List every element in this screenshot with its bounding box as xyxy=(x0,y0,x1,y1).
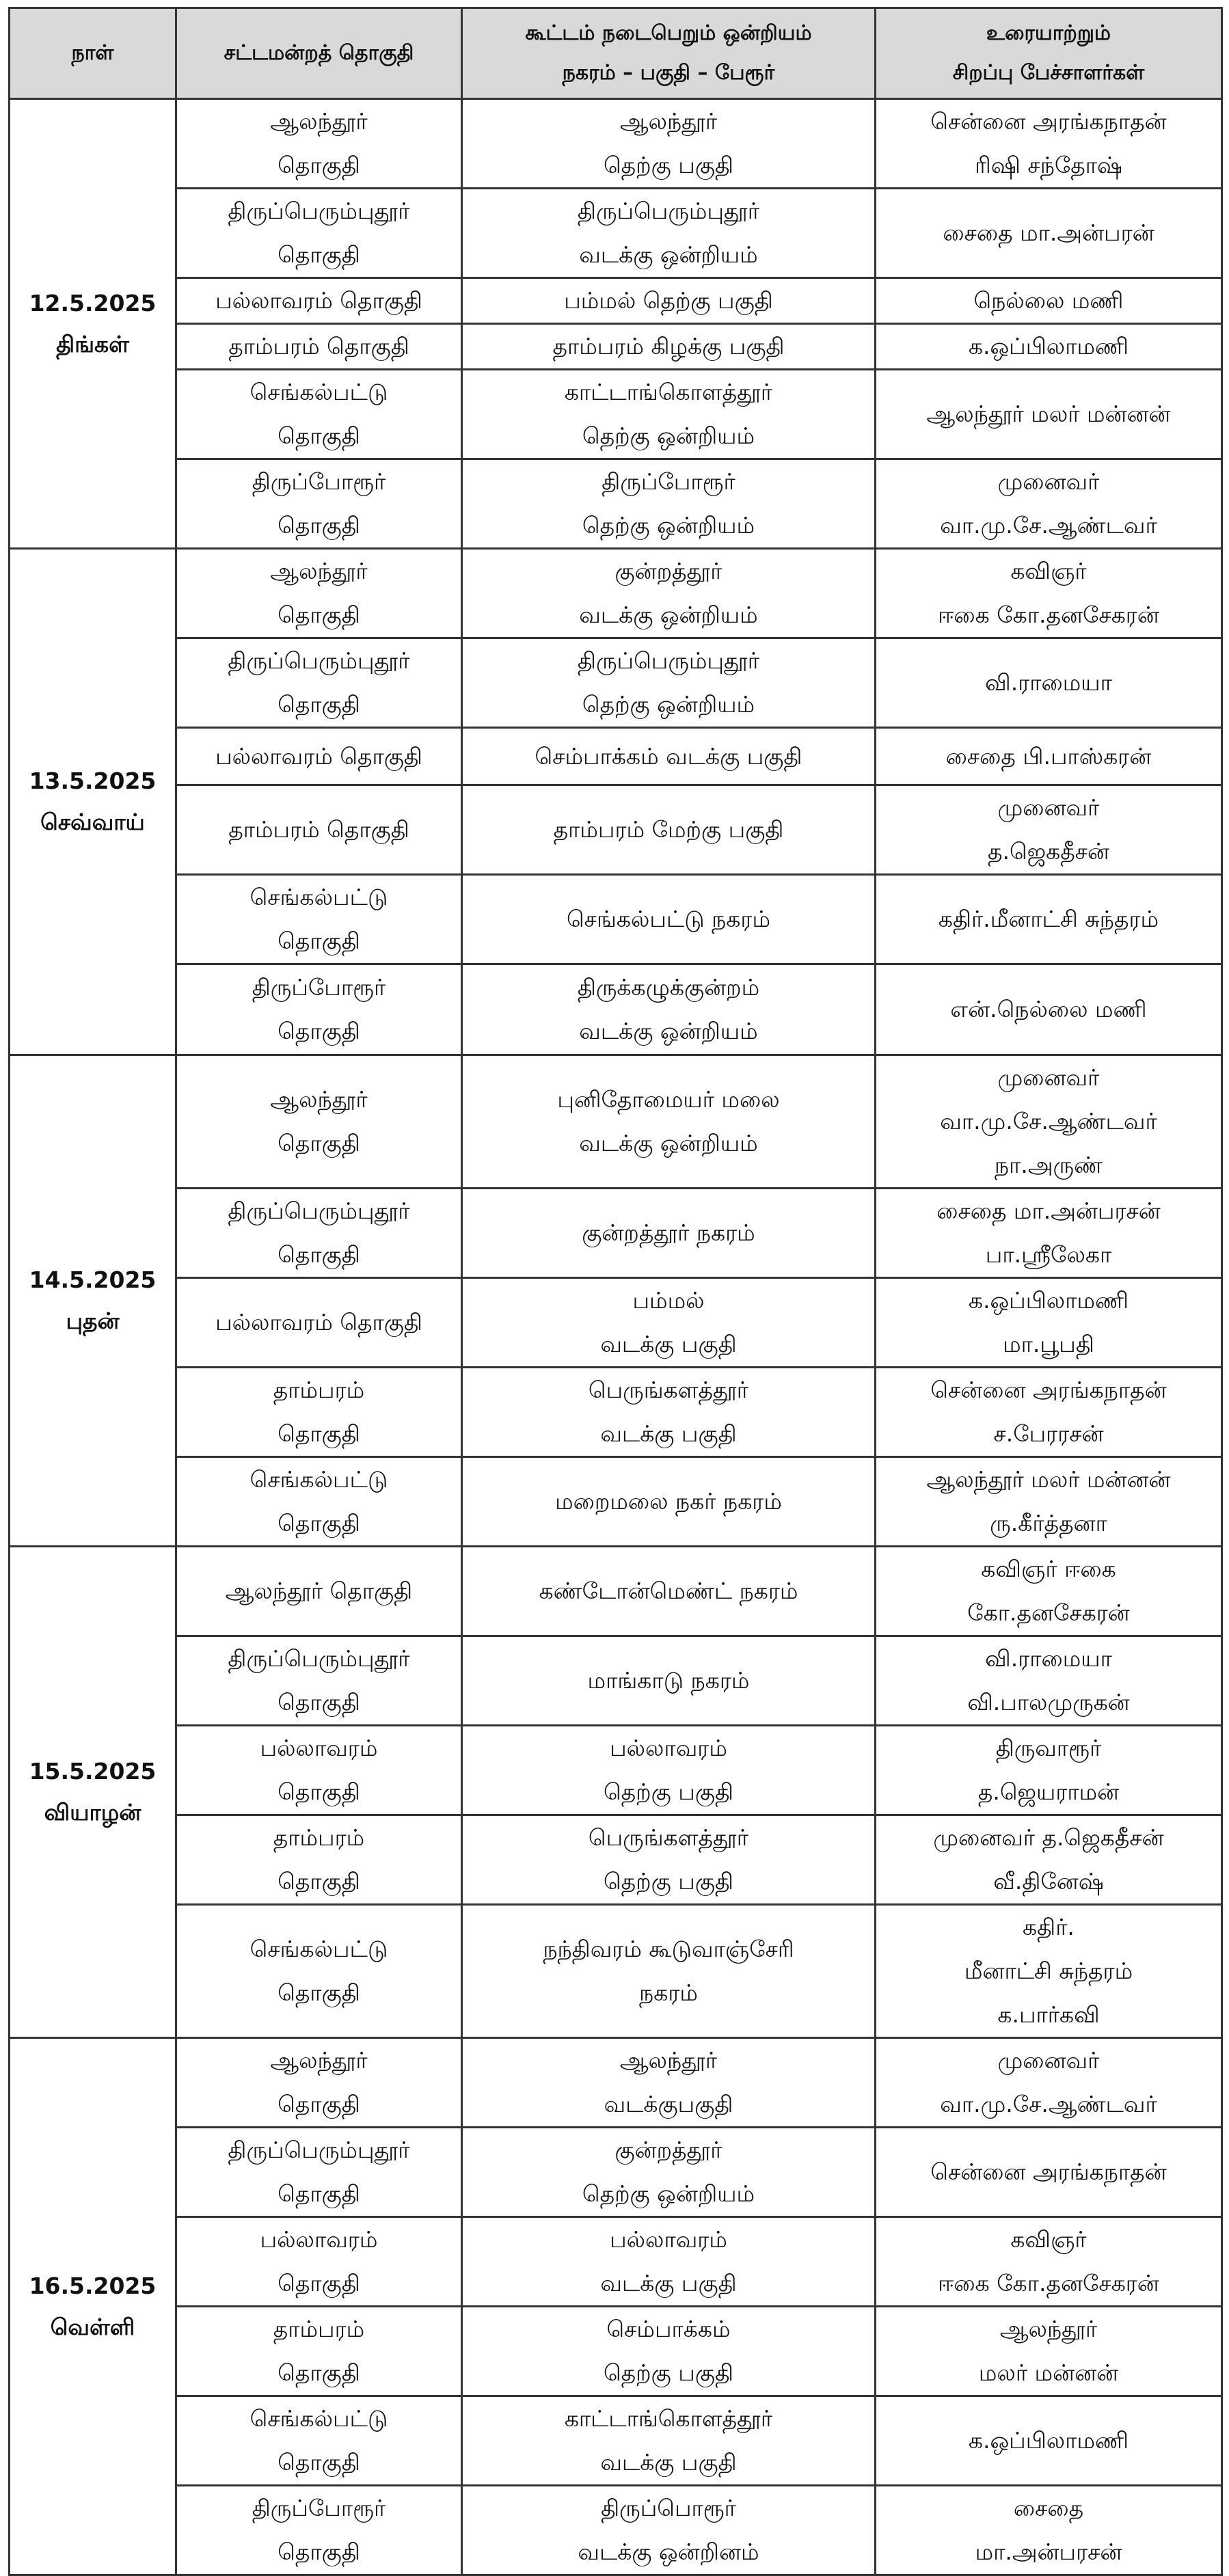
speakers-line: கவிஞர் xyxy=(1010,558,1087,584)
table-row xyxy=(10,1726,1222,1815)
venue-cell xyxy=(462,1547,876,1636)
constituency-line: தாம்பரம் xyxy=(273,2316,365,2342)
speakers-line: வா.மு.சே.ஆண்டவர் xyxy=(940,1108,1157,1135)
table-row xyxy=(10,964,1222,1055)
venue-line: மறைமலை நகர் நகரம் xyxy=(555,1488,782,1515)
venue-line: கண்டோன்மெண்ட் நகரம் xyxy=(539,1577,798,1604)
speakers-cell xyxy=(876,2486,1222,2575)
venue-line: காட்டாங்கொளத்தூர் xyxy=(564,379,773,405)
speakers-line: சைதை xyxy=(1013,2495,1084,2521)
constituency-line: செங்கல்பட்டு xyxy=(249,2405,388,2432)
constituency-line: தொகுதி xyxy=(278,1778,360,1805)
speakers-line: ரு.கீர்த்தனா xyxy=(990,1510,1107,1536)
speakers-cell xyxy=(876,1055,1222,1189)
speakers-line: கதிர். xyxy=(1023,1914,1075,1940)
table-row xyxy=(10,638,1222,728)
constituency-line: பல்லாவரம் தொகுதி xyxy=(215,1309,422,1336)
constituency-cell xyxy=(176,278,462,324)
venue-cell xyxy=(462,964,876,1055)
date-cell xyxy=(10,2038,176,2575)
weekday-text: வியாழன் xyxy=(44,1799,141,1826)
constituency-cell xyxy=(176,2486,462,2575)
header-venue: கூட்டம் நடைபெறும் ஒன்றியம் நகரம் – பகுதி – பேரூர் xyxy=(462,8,876,99)
table-row xyxy=(10,324,1222,370)
speakers-line: ஆலந்தூர் xyxy=(999,2316,1098,2342)
table-row xyxy=(10,1055,1222,1189)
constituency-cell xyxy=(176,2038,462,2128)
venue-line: தெற்கு பகுதி xyxy=(604,2359,733,2386)
venue-cell xyxy=(462,324,876,370)
constituency-line: பல்லாவரம் தொகுதி xyxy=(215,742,422,770)
constituency-cell xyxy=(176,1368,462,1457)
speakers-line: சென்னை அரங்கநாதன் xyxy=(930,1377,1167,1403)
constituency-line: தொகுதி xyxy=(278,1018,360,1044)
constituency-line: பல்லாவரம் xyxy=(260,1735,378,1761)
speakers-line: பா.ஸ்ரீலேகா xyxy=(985,1241,1112,1268)
weekday-text: செவ்வாய் xyxy=(40,809,145,835)
constituency-line: செங்கல்பட்டு xyxy=(249,884,388,910)
speakers-line: ரிஷி சந்தோஷ் xyxy=(975,152,1122,178)
speakers-line: ச.பேரரசன் xyxy=(993,1420,1104,1447)
speakers-line: முனைவர் xyxy=(997,794,1100,821)
constituency-line: தொகுதி xyxy=(278,691,360,718)
venue-line: தெற்கு ஒன்றியம் xyxy=(582,422,755,449)
venue-line: செம்பாக்கம் xyxy=(606,2316,731,2342)
speakers-cell xyxy=(876,2128,1222,2217)
constituency-line: தொகுதி xyxy=(278,601,360,628)
constituency-cell xyxy=(176,549,462,638)
constituency-cell xyxy=(176,1055,462,1189)
constituency-line: தாம்பரம் xyxy=(273,1824,365,1851)
constituency-cell xyxy=(176,1547,462,1636)
constituency-line: ஆலந்தூர் xyxy=(270,558,368,584)
speakers-line: வி.ராமையா xyxy=(985,669,1112,696)
constituency-cell xyxy=(176,875,462,964)
constituency-cell xyxy=(176,964,462,1055)
venue-cell xyxy=(462,1636,876,1726)
speakers-line: முனைவர் xyxy=(997,1064,1100,1091)
speakers-line: மா.பூபதி xyxy=(1003,1331,1094,1357)
speakers-cell xyxy=(876,964,1222,1055)
venue-line: வடக்கு ஒன்றியம் xyxy=(579,1018,758,1044)
venue-cell xyxy=(462,1278,876,1368)
venue-line: வடக்கு ஒன்றியம் xyxy=(579,601,758,628)
date-cell xyxy=(10,1547,176,2038)
venue-line: செம்பாக்கம் வடக்கு பகுதி xyxy=(535,742,802,770)
constituency-line: ஆலந்தூர் xyxy=(270,1086,368,1113)
constituency-line: பல்லாவரம் xyxy=(260,2226,378,2253)
constituency-line: செங்கல்பட்டு xyxy=(249,1936,388,1962)
venue-cell xyxy=(462,278,876,324)
venue-line: நந்திவரம் கூடுவாஞ்சேரி xyxy=(543,1936,794,1962)
venue-cell xyxy=(462,1457,876,1547)
table-row xyxy=(10,2128,1222,2217)
venue-cell xyxy=(462,1055,876,1189)
constituency-line: தொகுதி xyxy=(278,1130,360,1156)
constituency-line: தொகுதி xyxy=(278,1689,360,1716)
table-row xyxy=(10,278,1222,324)
speakers-cell xyxy=(876,785,1222,875)
header-constituency: சட்டமன்றத் தொகுதி xyxy=(176,8,462,99)
schedule-document xyxy=(8,7,1221,2576)
venue-line: தெற்கு பகுதி xyxy=(604,1868,733,1895)
constituency-line: திருப்பெரும்புதூர் xyxy=(228,1645,410,1672)
venue-cell xyxy=(462,1905,876,2038)
speakers-cell xyxy=(876,2217,1222,2307)
speakers-cell xyxy=(876,459,1222,549)
constituency-line: தொகுதி xyxy=(278,1510,360,1536)
constituency-cell xyxy=(176,459,462,549)
table-row xyxy=(10,2486,1222,2575)
venue-line: நகரம் xyxy=(639,1979,698,2006)
constituency-line: செங்கல்பட்டு xyxy=(249,379,388,405)
date-cell xyxy=(10,1055,176,1547)
constituency-line: தொகுதி xyxy=(278,2091,360,2117)
table-row xyxy=(10,1547,1222,1636)
venue-line: திருப்பெரும்புதூர் xyxy=(577,647,760,674)
venue-line: திருப்பெரும்புதூர் xyxy=(577,198,760,224)
table-row xyxy=(10,1815,1222,1905)
schedule-table xyxy=(8,7,1223,2576)
constituency-line: தொகுதி xyxy=(278,152,360,178)
venue-line: தாம்பரம் மேற்கு பகுதி xyxy=(553,816,784,843)
table-row xyxy=(10,459,1222,549)
date-cell xyxy=(10,99,176,549)
speakers-line: வீ.தினேஷ் xyxy=(993,1868,1104,1895)
venue-cell xyxy=(462,459,876,549)
venue-line: தெற்கு ஒன்றியம் xyxy=(582,691,755,718)
constituency-line: தொகுதி xyxy=(278,2359,360,2386)
constituency-cell xyxy=(176,1815,462,1905)
venue-cell xyxy=(462,2396,876,2486)
venue-cell xyxy=(462,875,876,964)
date-text: 13.5.2025 xyxy=(29,768,157,794)
table-row xyxy=(10,875,1222,964)
venue-line: வடக்கு ஒன்றியம் xyxy=(579,1130,758,1156)
speakers-cell xyxy=(876,99,1222,189)
table-row xyxy=(10,1368,1222,1457)
speakers-line: ஆலந்தூர் மலர் மன்னன் xyxy=(926,1466,1171,1493)
speakers-line: சைதை மா.அன்பரன் xyxy=(943,219,1154,246)
venue-line: பம்மல் xyxy=(632,1287,705,1314)
speakers-cell xyxy=(876,1457,1222,1547)
speakers-cell xyxy=(876,549,1222,638)
speakers-cell xyxy=(876,1547,1222,1636)
constituency-cell xyxy=(176,99,462,189)
speakers-line: கதிர்.மீனாட்சி சுந்தரம் xyxy=(938,906,1159,932)
constituency-line: தொகுதி xyxy=(278,2538,360,2565)
venue-line: குன்றத்தூர் xyxy=(614,2137,722,2163)
constituency-line: தொகுதி xyxy=(278,927,360,954)
table-row xyxy=(10,1278,1222,1368)
constituency-cell xyxy=(176,785,462,875)
constituency-cell xyxy=(176,1189,462,1278)
speakers-line: முனைவர் த.ஜெகதீசன் xyxy=(933,1824,1164,1851)
constituency-cell xyxy=(176,2128,462,2217)
venue-cell xyxy=(462,189,876,278)
venue-line: ஆலந்தூர் xyxy=(619,2047,718,2074)
header-date: நாள் xyxy=(10,8,176,99)
speakers-cell xyxy=(876,875,1222,964)
constituency-line: தொகுதி xyxy=(278,1241,360,1268)
venue-line: பம்மல் தெற்கு பகுதி xyxy=(564,287,773,314)
table-row xyxy=(10,189,1222,278)
table-row xyxy=(10,2038,1222,2128)
venue-line: பல்லாவரம் xyxy=(610,1735,727,1761)
venue-line: செங்கல்பட்டு நகரம் xyxy=(566,906,770,932)
speakers-line: க.ஒப்பிலாமணி xyxy=(968,2427,1129,2454)
venue-line: வடக்கு பகுதி xyxy=(600,2449,737,2476)
venue-line: குன்றத்தூர் xyxy=(614,558,722,584)
speakers-line: முனைவர் xyxy=(997,468,1100,495)
speakers-cell xyxy=(876,2396,1222,2486)
constituency-line: திருப்போரூர் xyxy=(252,2495,386,2521)
constituency-cell xyxy=(176,189,462,278)
table-row xyxy=(10,728,1222,785)
speakers-line: சென்னை அரங்கநாதன் xyxy=(930,2158,1167,2185)
weekday-text: திங்கள் xyxy=(56,330,129,357)
venue-cell xyxy=(462,785,876,875)
constituency-cell xyxy=(176,2217,462,2307)
table-row xyxy=(10,1636,1222,1726)
schedule-body xyxy=(10,99,1222,2575)
constituency-line: திருப்பெரும்புதூர் xyxy=(228,647,410,674)
speakers-line: சென்னை அரங்கநாதன் xyxy=(930,108,1167,135)
constituency-line: தாம்பரம் தொகுதி xyxy=(228,333,409,360)
speakers-line: வா.மு.சே.ஆண்டவர் xyxy=(940,512,1157,539)
header-row xyxy=(10,8,1222,99)
speakers-cell xyxy=(876,1726,1222,1815)
date-text: 12.5.2025 xyxy=(29,289,157,316)
speakers-line: ஆலந்தூர் மலர் மன்னன் xyxy=(926,401,1171,427)
constituency-cell xyxy=(176,1726,462,1815)
venue-cell xyxy=(462,370,876,459)
table-row xyxy=(10,1905,1222,2038)
speakers-line: வா.மு.சே.ஆண்டவர் xyxy=(940,2091,1157,2117)
speakers-cell xyxy=(876,1189,1222,1278)
speakers-line: மலர் மன்னன் xyxy=(978,2359,1119,2386)
table-row xyxy=(10,99,1222,189)
constituency-line: தொகுதி xyxy=(278,241,360,268)
table-row xyxy=(10,370,1222,459)
speakers-cell xyxy=(876,2307,1222,2396)
constituency-line: திருப்போரூர் xyxy=(252,468,386,495)
speakers-cell xyxy=(876,728,1222,785)
venue-line: குன்றத்தூர் நகரம் xyxy=(582,1219,755,1246)
venue-cell xyxy=(462,2128,876,2217)
speakers-line: மீனாட்சி சுந்தரம் xyxy=(964,1957,1133,1984)
speakers-line: கவிஞர் xyxy=(1010,2226,1087,2253)
constituency-line: தொகுதி xyxy=(278,422,360,449)
speakers-line: வி.ராமையா xyxy=(985,1645,1112,1672)
speakers-line: க.பார்கவி xyxy=(997,2001,1100,2028)
speakers-line: நெல்லை மணி xyxy=(973,287,1124,314)
speakers-cell xyxy=(876,324,1222,370)
venue-line: வடக்கு பகுதி xyxy=(600,1331,737,1357)
venue-line: தாம்பரம் கிழக்கு பகுதி xyxy=(552,333,785,360)
header-speakers: உரையாற்றும் சிறப்பு பேச்சாளர்கள் xyxy=(876,8,1222,99)
speakers-line: முனைவர் xyxy=(997,2047,1100,2074)
speakers-line: க.ஒப்பிலாமணி xyxy=(968,333,1129,360)
venue-line: பெருங்களத்தூர் xyxy=(588,1377,749,1403)
weekday-text: புதன் xyxy=(66,1307,120,1334)
speakers-cell xyxy=(876,1815,1222,1905)
constituency-cell xyxy=(176,324,462,370)
speakers-cell xyxy=(876,1636,1222,1726)
table-row xyxy=(10,549,1222,638)
venue-cell xyxy=(462,2038,876,2128)
date-text: 14.5.2025 xyxy=(29,1266,157,1293)
constituency-line: ஆலந்தூர் தொகுதி xyxy=(225,1577,413,1604)
constituency-line: தொகுதி xyxy=(278,2270,360,2296)
constituency-cell xyxy=(176,370,462,459)
venue-line: தெற்கு ஒன்றியம் xyxy=(582,512,755,539)
venue-line: திருப்போரூர் xyxy=(602,468,735,495)
venue-line: பல்லாவரம் xyxy=(610,2226,727,2253)
venue-line: வடக்குபகுதி xyxy=(604,2091,733,2117)
constituency-cell xyxy=(176,1636,462,1726)
speakers-line: மா.அன்பரசன் xyxy=(975,2538,1122,2565)
constituency-cell xyxy=(176,1905,462,2038)
speakers-line: நா.அருண் xyxy=(994,1152,1103,1178)
venue-line: தெற்கு ஒன்றியம் xyxy=(582,2180,755,2207)
constituency-line: பல்லாவரம் தொகுதி xyxy=(215,287,422,314)
speakers-line: ஈகை கோ.தனசேகரன் xyxy=(938,601,1159,628)
speakers-cell xyxy=(876,1278,1222,1368)
weekday-text: வெள்ளி xyxy=(50,2313,135,2340)
speakers-line: திருவாரூர் xyxy=(995,1735,1102,1761)
constituency-line: செங்கல்பட்டு xyxy=(249,1466,388,1493)
venue-cell xyxy=(462,2307,876,2396)
venue-line: வடக்கு பகுதி xyxy=(600,1420,737,1447)
venue-line: காட்டாங்கொளத்தூர் xyxy=(564,2405,773,2432)
speakers-line: ஈகை கோ.தனசேகரன் xyxy=(938,2270,1159,2296)
constituency-cell xyxy=(176,1278,462,1368)
venue-line: வடக்கு ஒன்றினம் xyxy=(578,2538,759,2565)
venue-cell xyxy=(462,638,876,728)
constituency-line: தொகுதி xyxy=(278,1420,360,1447)
constituency-line: திருப்போரூர் xyxy=(252,974,386,1001)
speakers-line: கோ.தனசேகரன் xyxy=(967,1599,1130,1626)
venue-line: பெருங்களத்தூர் xyxy=(588,1824,749,1851)
speakers-cell xyxy=(876,370,1222,459)
constituency-line: ஆலந்தூர் xyxy=(270,108,368,135)
constituency-cell xyxy=(176,728,462,785)
venue-line: திருப்பொரூர் xyxy=(601,2495,736,2521)
speakers-line: த.ஜெகதீசன் xyxy=(987,838,1110,865)
constituency-line: தொகுதி xyxy=(278,2449,360,2476)
constituency-line: திருப்பெரும்புதூர் xyxy=(228,2137,410,2163)
table-row xyxy=(10,1189,1222,1278)
table-row xyxy=(10,2396,1222,2486)
constituency-line: தாம்பரம் xyxy=(273,1377,365,1403)
constituency-line: தொகுதி xyxy=(278,2180,360,2207)
venue-line: தெற்கு பகுதி xyxy=(604,152,733,178)
venue-line: திருக்கழுக்குன்றம் xyxy=(577,974,760,1001)
speakers-line: சைதை மா.அன்பரசன் xyxy=(936,1197,1161,1224)
speakers-cell xyxy=(876,638,1222,728)
venue-cell xyxy=(462,1815,876,1905)
constituency-line: திருப்பெரும்புதூர் xyxy=(228,1197,410,1224)
venue-cell xyxy=(462,1726,876,1815)
speakers-cell xyxy=(876,1905,1222,2038)
constituency-line: தொகுதி xyxy=(278,512,360,539)
venue-line: வடக்கு ஒன்றியம் xyxy=(579,241,758,268)
table-row xyxy=(10,2217,1222,2307)
venue-cell xyxy=(462,1368,876,1457)
speakers-line: சைதை பி.பாஸ்கரன் xyxy=(945,742,1152,770)
speakers-line: என்.நெல்லை மணி xyxy=(950,996,1147,1022)
venue-line: மாங்காடு நகரம் xyxy=(587,1667,750,1694)
date-text: 15.5.2025 xyxy=(29,1758,157,1785)
table-row xyxy=(10,785,1222,875)
venue-cell xyxy=(462,549,876,638)
constituency-cell xyxy=(176,638,462,728)
speakers-cell xyxy=(876,1368,1222,1457)
constituency-line: தொகுதி xyxy=(278,1868,360,1895)
venue-line: வடக்கு பகுதி xyxy=(600,2270,737,2296)
venue-cell xyxy=(462,2217,876,2307)
speakers-line: கவிஞர் ஈகை xyxy=(981,1556,1116,1582)
constituency-cell xyxy=(176,1457,462,1547)
venue-cell xyxy=(462,728,876,785)
constituency-line: ஆலந்தூர் xyxy=(270,2047,368,2074)
constituency-cell xyxy=(176,2307,462,2396)
table-row xyxy=(10,2307,1222,2396)
date-text: 16.5.2025 xyxy=(29,2272,157,2299)
speakers-line: க.ஒப்பிலாமணி xyxy=(968,1287,1129,1314)
venue-line: புனிதோமையர் மலை xyxy=(557,1086,780,1113)
constituency-line: தொகுதி xyxy=(278,1979,360,2006)
venue-cell xyxy=(462,2486,876,2575)
speakers-line: வி.பாலமுருகன் xyxy=(967,1689,1130,1716)
date-cell xyxy=(10,549,176,1055)
constituency-line: திருப்பெரும்புதூர் xyxy=(228,198,410,224)
table-row xyxy=(10,1457,1222,1547)
speakers-line: த.ஜெயராமன் xyxy=(977,1778,1120,1805)
speakers-cell xyxy=(876,189,1222,278)
venue-line: ஆலந்தூர் xyxy=(619,108,718,135)
venue-cell xyxy=(462,99,876,189)
speakers-cell xyxy=(876,2038,1222,2128)
constituency-cell xyxy=(176,2396,462,2486)
venue-cell xyxy=(462,1189,876,1278)
speakers-cell xyxy=(876,278,1222,324)
constituency-line: தாம்பரம் தொகுதி xyxy=(228,816,409,843)
venue-line: தெற்கு பகுதி xyxy=(604,1778,733,1805)
